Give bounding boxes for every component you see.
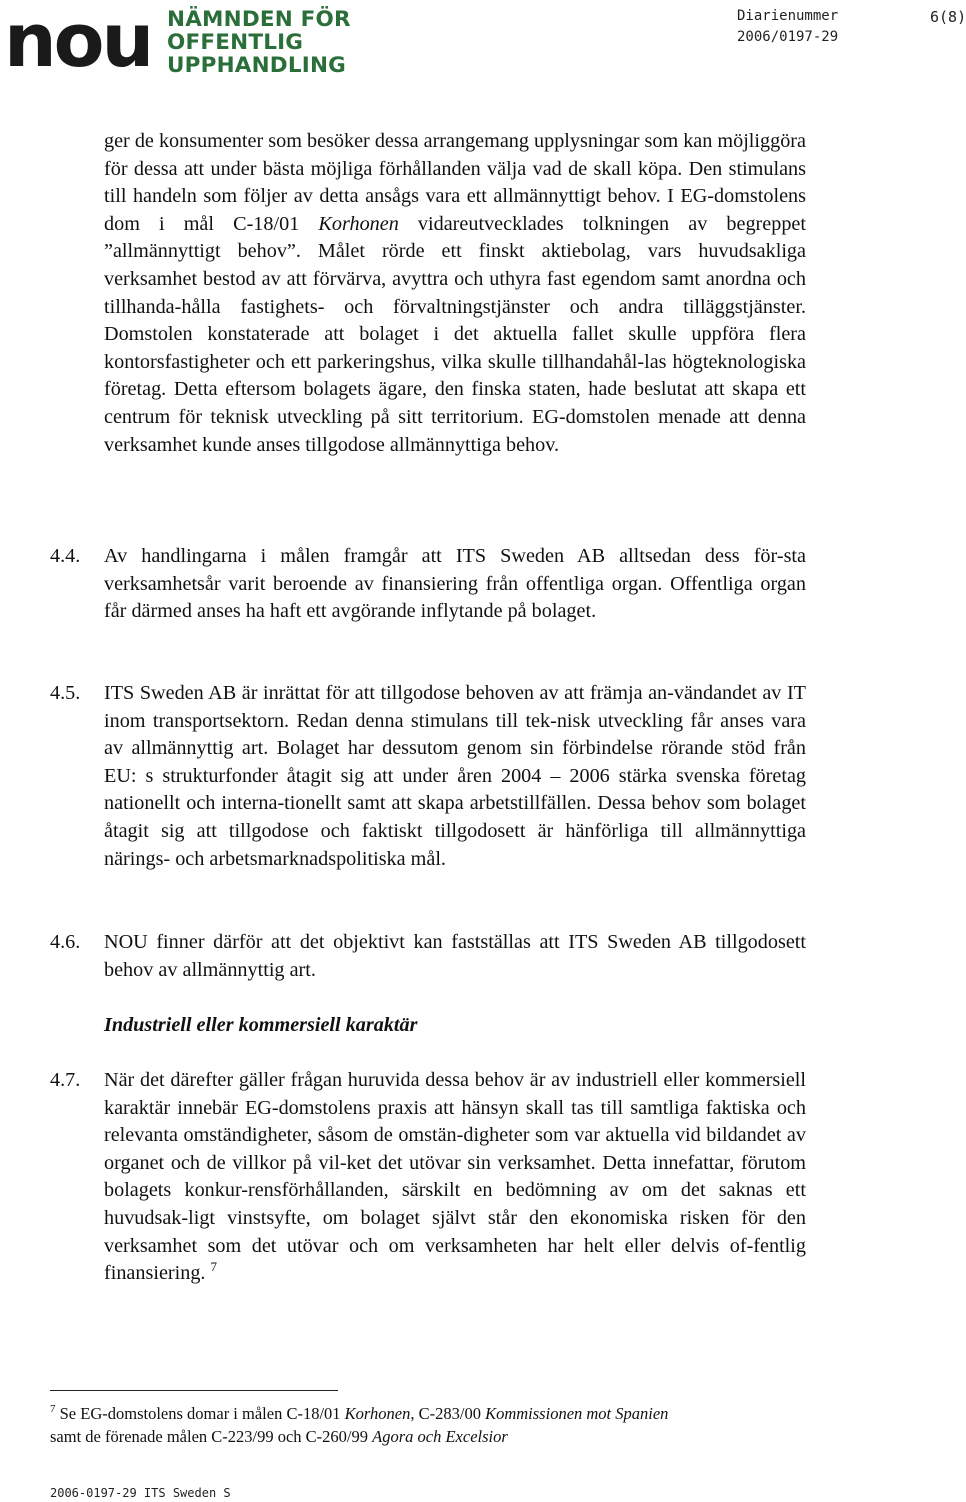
page-indicator: 6(8) bbox=[930, 8, 966, 26]
footnote-reference[interactable]: 7 bbox=[210, 1259, 218, 1275]
paragraph-text: NOU finner därför att det objektivt kan fastställas att ITS Sweden AB tillgodosett behov av allmännyttig art. bbox=[104, 931, 806, 981]
footnote-part2: , C-283/00 bbox=[410, 1404, 486, 1423]
continuation-part1: ger de konsumenter som besöker dessa arrangemang upplysningar som kan möjliggöra för dessa att under bästa möjliga förhållanden välja vad de skall köpa. Den stimulans till handeln som följer av detta ansågs vara ett allmännyttigt behov. I EG-domstolens dom i mål C-18/01 bbox=[104, 130, 806, 235]
logo-line-2: OFFENTLIG bbox=[167, 30, 304, 55]
page-footer: 2006-0197-29 ITS Sweden S bbox=[50, 1486, 231, 1500]
footnote-part3: samt de förenade målen C-223/99 och C-260/99 bbox=[50, 1427, 373, 1446]
paragraph-text: ITS Sweden AB är inrättat för att tillgodose behoven av att främja an-vändandet av IT inom transportsektorn. Redan denna stimulans till tek-nisk utveckling får anses vara av allmännyttig art. Bolaget har dessutom genom sin förbindelse rörande stöd från EU: s strukturfonder åtagit sig att under åren 2004 – 2006 stärka svenska företag nationellt och interna-tionellt samt att skapa arbetstillfällen. Dessa behov som bolaget åtagit sig att tillgodose och faktiskt tillgodosett är hänförliga till allmännyttiga närings- och arbetsmarknadspolitiska mål. bbox=[104, 682, 806, 870]
paragraph-number: 4.6. bbox=[50, 931, 81, 953]
paragraph-number: 4.4. bbox=[50, 545, 81, 567]
logo-mark: nou bbox=[4, 0, 152, 84]
footnote-case1: Korhonen bbox=[344, 1404, 411, 1423]
footnote-case3: Agora och Excelsior bbox=[372, 1427, 508, 1446]
diarie-label: Diarienummer bbox=[737, 8, 839, 24]
paragraph-text-with-footnote bbox=[104, 1067, 806, 1288]
footnote bbox=[50, 1402, 830, 1448]
paragraph-number: 4.7. bbox=[50, 1069, 81, 1091]
continuation-paragraph bbox=[104, 128, 806, 459]
footnote-case2: Kommissionen mot Spanien bbox=[485, 1404, 669, 1423]
case-name-korhonen: Korhonen bbox=[318, 212, 399, 235]
paragraph-text: Av handlingarna i målen framgår att ITS Sweden AB alltsedan dess för-sta verksamhetsår varit beroende av finansiering från offentliga organ. Offentliga organ får därmed anses ha haft ett avgörande inflytande på bolaget. bbox=[104, 545, 806, 623]
paragraph-text: När det därefter gäller frågan huruvida dessa behov är av industriell eller kommersiell karaktär innebär EG-domstolens praxis att hänsyn skall tas till samtliga faktiska och relevanta omständigheter, såsom de omstän-digheter som var aktuella vid bildandet av organet och de villkor på vil-ket det utövar sin verksamhet. Detta innefattar, förutom bolagets konkur-rensförhållanden, särskilt en bedömning av om det saknas ett huvudsak-ligt vinstsyfte, om bolaget självt står den ekonomiska risken för den verksamhet som det utövar och om verksamheten har helt eller delvis of-fentlig finansiering. bbox=[104, 1069, 806, 1285]
paragraph-number: 4.5. bbox=[50, 682, 81, 704]
diarie-number: 2006/0197-29 bbox=[737, 29, 839, 45]
logo-org-name bbox=[167, 7, 351, 78]
logo-line-3: UPPHANDLING bbox=[167, 53, 346, 78]
section-heading: Industriell eller kommersiell karaktär bbox=[104, 1014, 418, 1036]
logo-line-1: NÄMNDEN FÖR bbox=[167, 7, 351, 32]
continuation-part2: vidareutvecklades tolkningen av begreppet ”allmännyttigt behov”. Målet rörde ett finskt aktiebolag, vars huvudsakliga verksamhet bestod av att förvärva, avyttra och uthyra fast egendom samt anordna och tillhanda-hålla fastighets- och förvaltningstjänster och andra tilläggstjänster. Domstolen konstaterade att bolaget i det aktuella fallet skulle uppföra flera kontorsfastigheter och ett parkeringshus, vilka skulle tillhandahål-las högteknologiska företag. Detta eftersom bolagets ägare, den finska staten, hade beslutat att skapa ett centrum för teknisk utveckling på sitt territorium. EG-domstolen menade att denna verksamhet kunde anses tillgodose allmännyttiga behov. bbox=[104, 212, 806, 456]
footnote-marker: 7 bbox=[50, 1403, 56, 1415]
footnote-part1: Se EG-domstolens domar i målen C-18/01 bbox=[59, 1404, 345, 1423]
footnote-divider bbox=[50, 1390, 338, 1391]
